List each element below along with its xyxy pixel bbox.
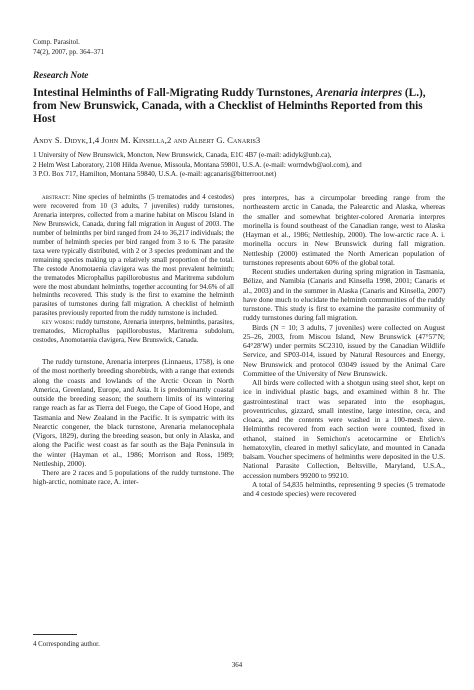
right-column: [243, 193, 445, 498]
page-number: 364: [231, 662, 243, 669]
keywords: [33, 318, 234, 345]
left-column: [33, 193, 234, 487]
abstract-text: Nine species of helminths (5 trematodes and 4 cestodes) were recovered from 10 (3 adults, 7 juveniles) ruddy turnstones, Arenaria interpres, collected from a marine habitat on Miscou Island in New Brunswick, Canada, during fall migration in August of 2003. The number of helminths per bird ranged from 24 to 36,217 individuals; the number of helminth species per bird ranged from 3 to 6. The parasite taxa were typically distributed, with 2 or 3 species predominant and the remaining species making up a relatively small proportion of the total. The cestode Anomotaenia clavigera was the most prevalent helminth; the trematodes Microphallus papillorobustus and Maritrema subdolum were the most abundant helminths, together accounting for 94.6% of all helminths recovered. This study is the first to examine the helminth parasites of turnstones during fall migration. A checklist of helminth parasites previously reported from the ruddy turnstone is included.: [33, 193, 234, 318]
abstract: [33, 193, 234, 318]
body-paragraph-5: All birds were collected with a shotgun using steel shot, kept on ice in individual plastic bags, and examined within 8 hr. The gastrointestinal tract was separated into the esophagus, proventriculus, gizzard, small intestine, large intestine, ceca, and cloaca, and the contents were washed in a 100-mesh sieve. Helminths recovered from each section were counted, fixed in ethanol, stained in Semichon's acetocarmine or Ehrlich's hematoxylin, cleared in methyl salicylate, and mounted in Canada balsam. Voucher specimens of helminths were deposited in the U.S. National Parasite Collection, Beltsville, Maryland, U.S.A., accession numbers 99200 to 99210.: [243, 378, 445, 480]
footnote: 4 Corresponding author.: [33, 641, 100, 648]
title-species: Arenaria interpres: [315, 87, 403, 99]
affiliation-3: 3 P.O. Box 717, Hamilton, Montana 59840, U.S.A. (e-mail: agcanaris@bitterroot.net): [33, 170, 277, 179]
abstract-label: abstract:: [42, 193, 71, 201]
footnote-rule: [33, 634, 77, 635]
journal-volume: 74(2), 2007, pp. 364–371: [33, 47, 105, 56]
affiliation-2: 2 Helm West Laboratory, 2108 Hilda Avenue, Missoula, Montana 59801, U.S.A. (e-mail: wormdwb@aol.com), and: [33, 160, 362, 169]
body-paragraph-continued: pres interpres, has a circumpolar breeding range from the northeastern arctic in Canada, the Palearctic and Alaska, whereas the smaller and somewhat brighter-colored Arenaria interpres morinella is found southeast of the Canadian range, west to Alaska (Hayman et al., 1986; Nettleship, 2000). The low-arctic race A. i. morinella occurs in New Brunswick during fall migration. Nettleship (2000) estimated the North American population of turnstones represents about 60% of the global total.: [243, 193, 445, 267]
title-part-1: Intestinal Helminths of Fall-Migrating Ruddy Turnstones,: [33, 87, 316, 99]
section-label: Research Note: [33, 70, 89, 80]
affiliation-1: 1 University of New Brunswick, Moncton, New Brunswick, Canada, E1C 4B7 (e-mail: adidyk@unb.ca),: [33, 151, 332, 159]
affiliations: [33, 151, 453, 180]
section-gap: [33, 345, 234, 357]
body-paragraph-6: A total of 54,835 helminths, representing 9 species (5 trematode and 4 cestode species) were recovered: [243, 479, 445, 498]
author-list: Andy S. Didyk,1,4 John M. Kinsella,2 and Albert G. Canaris3: [33, 135, 261, 145]
article-title: [33, 87, 443, 127]
body-paragraph-1: The ruddy turnstone, Arenaria interpres (Linnaeus, 1758), is one of the most northerly breeding shorebirds, with a range that extends along the coasts and lowlands of the Arctic Ocean in North America, Greenland, Europe, and Asia. It is predominantly coastal outside the breeding season; the southern limits of its wintering range reach as far as Tierra del Fuego, the Cape of Good Hope, and Tasmania and New Zealand in the Pacific. It is sympatric with its Nearctic congener, the black turnstone, Arenaria melanocephala (Vigors, 1829), during the breeding season, but only in Alaska, and along the Pacific west coast as far south as the Baja Peninsula in the winter (Hayman et al., 1986; Morrison and Ross, 1989; Nettleship, 2000).: [33, 357, 234, 468]
body-paragraph-2: There are 2 races and 5 populations of the ruddy turnstone. The high-arctic, nominate race, A. inter-: [33, 468, 234, 487]
keywords-text: ruddy turnstone, Arenaria interpres, helminths, parasites, trematodes, Microphallus papillorobustus, Maritrema subdolum, cestodes, Anomotaenia clavigera, New Brunswick, Canada.: [33, 318, 234, 345]
journal-header: [33, 38, 104, 57]
keywords-label: key words:: [42, 318, 75, 327]
body-paragraph-3: Recent studies undertaken during spring migration in Tasmania, Bélize, and Namibia (Canaris and Kinsella 1998, 2001; Canaris et al., 2003) and in the summer in Alaska (Canaris and Kinsella, 2007) have done much to elucidate the helminth communities of the ruddy turnstone. This study is first to examine the parasite community of ruddy turnstones during fall migration.: [243, 267, 445, 323]
body-paragraph-4: Birds (N = 10; 3 adults, 7 juveniles) were collected on August 25–26, 2003, from Miscou Island, New Brunswick (47°57′N; 64°28′W) under permits SC2310, issued by the Canadian Wildlife Service, and SP03-014, issued by Natural Resources and Energy, New Brunswick and protocol 03049 issued by the Animal Care Committee of the University of New Brunswick.: [243, 322, 445, 378]
title-part-2: (L.), from New Brunswick, Canada, with a Checklist of Helminths Reported from this Host: [33, 87, 426, 126]
journal-name: Comp. Parasitol.: [33, 38, 80, 46]
